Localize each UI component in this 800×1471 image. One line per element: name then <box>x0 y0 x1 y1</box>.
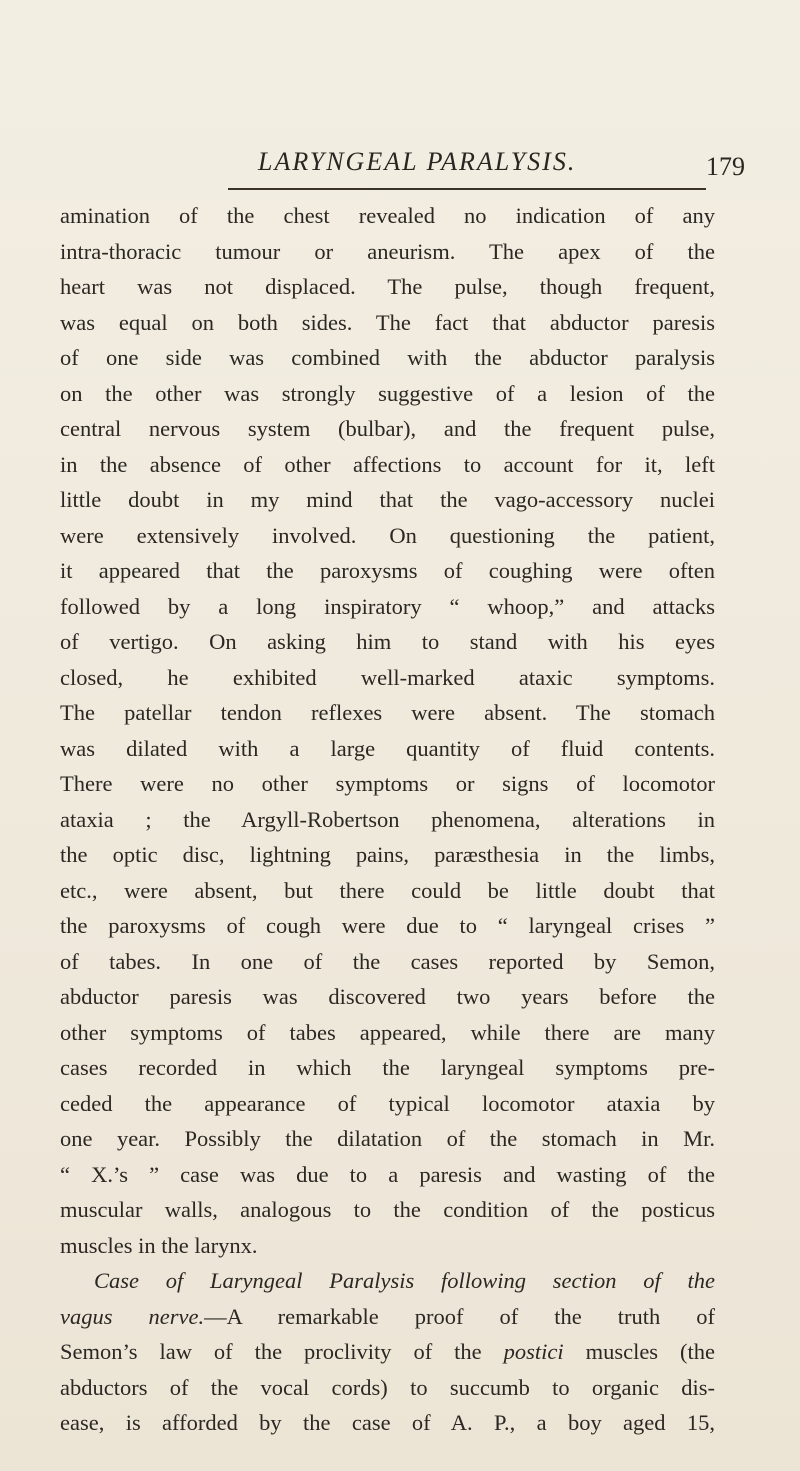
text-line: central nervous system (bulbar), and the frequent pulse, <box>60 416 715 441</box>
text-line: cases recorded in which the laryngeal symptoms pre- <box>60 1055 715 1080</box>
case-heading-italic: Case of Laryngeal Paralysis following section of the <box>94 1268 715 1293</box>
text-line: ease, is afforded by the case of A. P., a boy aged 15, <box>60 1410 715 1435</box>
text-span: muscles (the <box>585 1339 715 1364</box>
text-line: etc., were absent, but there could be little doubt that <box>60 877 715 903</box>
text-span: Semon’s law of the proclivity of the <box>60 1339 482 1364</box>
text-line: ceded the appearance of typical locomotor ataxia by <box>60 1090 715 1116</box>
text-line: of one side was combined with the abductor paralysis <box>60 345 715 370</box>
text-line: were extensively involved. On questioning the patient, <box>60 522 715 548</box>
text-line: in the absence of other affections to account for it, left <box>60 451 715 477</box>
running-title: LARYNGEAL PARALYSIS. <box>258 147 577 176</box>
text-line: of vertigo. On asking him to stand with his eyes <box>60 629 715 654</box>
text-line: amination of the chest revealed no indication of any <box>60 203 715 228</box>
text-line: the optic disc, lightning pains, paræsthesia in the limbs, <box>60 842 715 867</box>
text-line: was dilated with a large quantity of fluid contents. <box>60 735 715 761</box>
text-line: other symptoms of tabes appeared, while there are many <box>60 1019 715 1045</box>
text-line: abductor paresis was discovered two years before the <box>60 984 715 1009</box>
body-text <box>60 198 715 1441</box>
text-span: —A remarkable proof of the truth of <box>204 1303 715 1329</box>
text-line: There were no other symptoms or signs of locomotor <box>60 771 715 796</box>
text-line: of tabes. In one of the cases reported by Semon, <box>60 948 715 974</box>
text-line: one year. Possibly the dilatation of the stomach in Mr. <box>60 1126 715 1151</box>
page-number: 179 <box>706 152 745 181</box>
header-rule <box>228 188 706 190</box>
text-line: little doubt in my mind that the vago-accessory nuclei <box>60 487 715 512</box>
text-line: on the other was strongly suggestive of a lesion of the <box>60 380 715 406</box>
text-line: muscular walls, analogous to the condition of the posticus <box>60 1197 715 1222</box>
italic-term: postici <box>503 1339 564 1364</box>
text-line: muscles in the larynx. <box>60 1232 258 1258</box>
text-line <box>60 1334 715 1370</box>
text-line: it appeared that the paroxysms of coughing were often <box>60 558 715 583</box>
text-line: heart was not displaced. The pulse, though frequent, <box>60 274 715 299</box>
text-line: followed by a long inspiratory “ whoop,” and attacks <box>60 593 715 619</box>
text-line: abductors of the vocal cords) to succumb to organic dis- <box>60 1374 715 1400</box>
text-line: closed, he exhibited well-marked ataxic symptoms. <box>60 664 715 690</box>
text-line: The patellar tendon reflexes were absent. The stomach <box>60 700 715 725</box>
text-line: ataxia ; the Argyll-Robertson phenomena, alterations in <box>60 806 715 832</box>
case-heading-line <box>60 1263 715 1299</box>
text-line: intra-thoracic tumour or aneurism. The apex of the <box>60 238 715 264</box>
text-line: “ X.’s ” case was due to a paresis and wasting of the <box>60 1161 715 1187</box>
text-line: the paroxysms of cough were due to “ laryngeal crises ” <box>60 913 715 938</box>
case-heading-italic-end: vagus nerve. <box>60 1303 205 1329</box>
text-line: was equal on both sides. The fact that abductor paresis <box>60 309 715 335</box>
text-line <box>60 1299 715 1335</box>
